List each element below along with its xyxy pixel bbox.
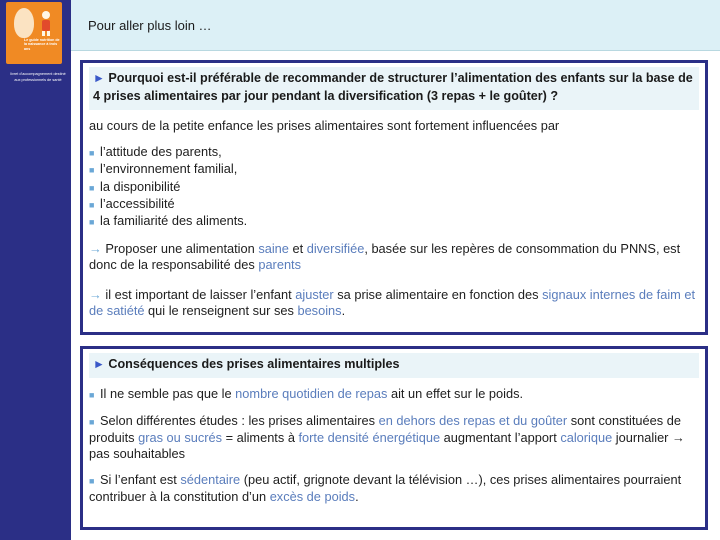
- square-bullet-icon: ■: [89, 217, 95, 228]
- logo-text: Le guide nutrition de la naissance à trois ans: [24, 38, 60, 51]
- square-bullet-icon: ■: [89, 199, 95, 210]
- list-item: ■ la familiarité des aliments.: [89, 213, 699, 230]
- square-bullet-icon: ■: [89, 417, 95, 427]
- square-bullet-icon: ■: [89, 165, 95, 176]
- arrow-icon: →: [89, 287, 102, 303]
- list-item: ■ l’attitude des parents,: [89, 144, 699, 161]
- square-bullet-icon: ■: [89, 390, 95, 400]
- page-title: Pour aller plus loin …: [88, 18, 212, 33]
- parents-responsibility-paragraph: → Proposer une alimentation saine et diversifiée, basée sur les repères de consommation du PNNS, est donc de la responsabilité des parents: [89, 241, 681, 273]
- logo-face-icon: [14, 8, 34, 38]
- arrow-icon: →: [89, 241, 102, 257]
- triangle-bullet-icon: ►: [93, 357, 105, 371]
- self-regulation-paragraph: → il est important de laisser l’enfant ajuster sa prise alimentaire en fonction des signaux internes de faim et de satiété qui le renseignent sur ses besoins.: [89, 287, 696, 319]
- heading-text: Conséquences des prises alimentaires multiples: [108, 357, 400, 371]
- logo: [6, 2, 62, 64]
- section-heading: [89, 353, 699, 378]
- heading-text: Pourquoi est-il préférable de recommander de structurer l’alimentation des enfants sur la base de 4 prises alimentaires par jour pendant la diversification (3 repas + le goûter) ?: [93, 71, 693, 103]
- influence-list: [89, 144, 699, 230]
- section-heading: [89, 67, 699, 110]
- header-divider: [71, 50, 720, 51]
- list-item: ■ la disponibilité: [89, 179, 699, 196]
- sedentary-paragraph: ■ Si l’enfant est sédentaire (peu actif, grignote devant la télévision …), ces prises alimentaires pourraient contribuer à la constitution d’un excès de poids.: [89, 472, 682, 504]
- sidebar: [0, 0, 71, 540]
- sidebar-description: livret d'accompagnement destiné aux professionnels de santé: [10, 72, 66, 82]
- content-box-pourquoi: [80, 60, 708, 335]
- square-bullet-icon: ■: [89, 476, 95, 486]
- list-item: ■ l’accessibilité: [89, 196, 699, 213]
- arrow-icon: →: [672, 430, 685, 445]
- triangle-bullet-icon: ►: [93, 71, 105, 85]
- child-figure-icon: [36, 10, 56, 36]
- list-item: ■ l’environnement familial,: [89, 161, 699, 178]
- content-box-consequences: [80, 346, 708, 530]
- meal-count-paragraph: ■ Il ne semble pas que le nombre quotidien de repas ait un effet sur le poids.: [89, 386, 524, 401]
- intro-paragraph: au cours de la petite enfance les prises alimentaires sont fortement influencées par: [89, 118, 560, 133]
- studies-paragraph: ■ Selon différentes études : les prises alimentaires en dehors des repas et du goûter sont constituées de produits gras ou sucrés = aliments à forte densité énergétique augmentant l’apport calorique journalier → pas souhaitables: [89, 413, 685, 461]
- square-bullet-icon: ■: [89, 182, 95, 193]
- square-bullet-icon: ■: [89, 148, 95, 158]
